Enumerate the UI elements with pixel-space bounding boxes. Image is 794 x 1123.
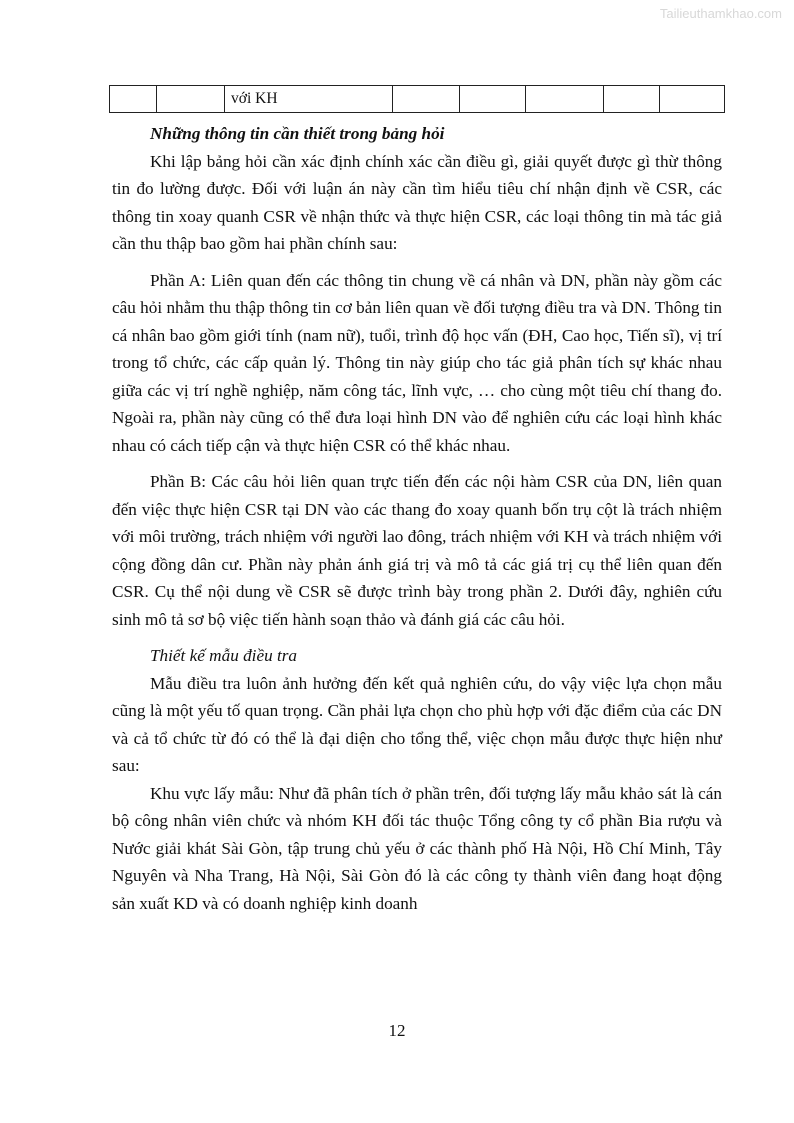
- paragraph: Khu vực lấy mẫu: Như đã phân tích ở phần trên, đối tượng lấy mẫu khảo sát là cán bộ công nhân viên chức và nhóm KH đối tác thuộc Tổng công ty cổ phần Bia rượu và Nước giải khát Sài Gòn, tập trung chủ yếu ở các thành phố Hà Nội, Hồ Chí Minh, Tây Nguyên và Nha Trang, Hà Nội, Sài Gòn đó là các công ty thành viên đang hoạt động sản xuất KD và có doanh nghiệp kinh doanh: [112, 783, 722, 913]
- section-heading-sample-design: Thiết kế mẫu điều tra: [150, 646, 298, 665]
- document-body: [112, 120, 722, 917]
- paragraph: Mẫu điều tra luôn ảnh hưởng đến kết quả nghiên cứu, do vậy việc lựa chọn mẫu cũng là một yếu tố quan trọng. Cần phải lựa chọn cho phù hợp với đặc điểm của các DN và cả tổ chức từ đó có thể là đại diện cho tổng thể, việc chọn mẫu được thực hiện như sau:: [112, 673, 722, 775]
- table-cell: [460, 86, 526, 113]
- table-cell: [157, 86, 225, 113]
- table-fragment: [109, 85, 725, 113]
- table-cell: [660, 86, 725, 113]
- table-cell: với KH: [225, 86, 393, 113]
- paragraph: Phần A: Liên quan đến các thông tin chung về cá nhân và DN, phần này gồm các câu hỏi nhằm thu thập thông tin cơ bản liên quan về đối tượng điều tra và DN. Thông tin cá nhân bao gồm giới tính (nam nữ), tuổi, trình độ học vấn (ĐH, Cao học, Tiến sĩ), vị trí trong tổ chức, các cấp quản lý. Thông tin này giúp cho tác giả phân tích sự khác nhau giữa các vị trí nghề nghiệp, năm công tác, lĩnh vực, … cho cùng một tiêu chí thang đo. Ngoài ra, phần này cũng có thể đưa loại hình DN vào để nghiên cứu các loại hình khác nhau có cách tiếp cận và thực hiện CSR có thể khác nhau.: [112, 270, 722, 455]
- watermark: Tailieuthamkhao.com: [659, 6, 782, 21]
- table-row: [110, 86, 725, 113]
- table-cell: [604, 86, 660, 113]
- paragraph: Khi lập bảng hỏi cần xác định chính xác cần điều gì, giải quyết được gì thừ thông tin đo lường được. Đối với luận án này cần tìm hiểu tiêu chí nhận định về CSR, các thông tin xoay quanh CSR về nhận thức và thực hiện CSR, các loại thông tin mà tác giả cần thu thập bao gồm hai phần chính sau:: [112, 151, 722, 253]
- table-cell: [526, 86, 604, 113]
- section-heading-survey-info: Những thông tin cần thiết trong bảng hỏi: [150, 124, 445, 143]
- table-cell: [393, 86, 460, 113]
- paragraph: Phần B: Các câu hỏi liên quan trực tiến đến các nội hàm CSR của DN, liên quan đến việc thực hiện CSR tại DN vào các thang đo xoay quanh bốn trụ cột là trách nhiệm với môi trường, trách nhiệm với người lao đông, trách nhiệm với KH và trách nhiệm với cộng đồng dân cư. Phần này phản ánh giá trị và mô tả các giá trị cụ thể liên quan đến CSR. Cụ thể nội dung về CSR sẽ được trình bày trong phần 2. Dưới đây, nghiên cứu sinh mô tả sơ bộ việc tiến hành soạn thảo và đánh giá các câu hỏi.: [112, 472, 722, 629]
- table-cell: [110, 86, 157, 113]
- page-number: 12: [388, 1021, 406, 1040]
